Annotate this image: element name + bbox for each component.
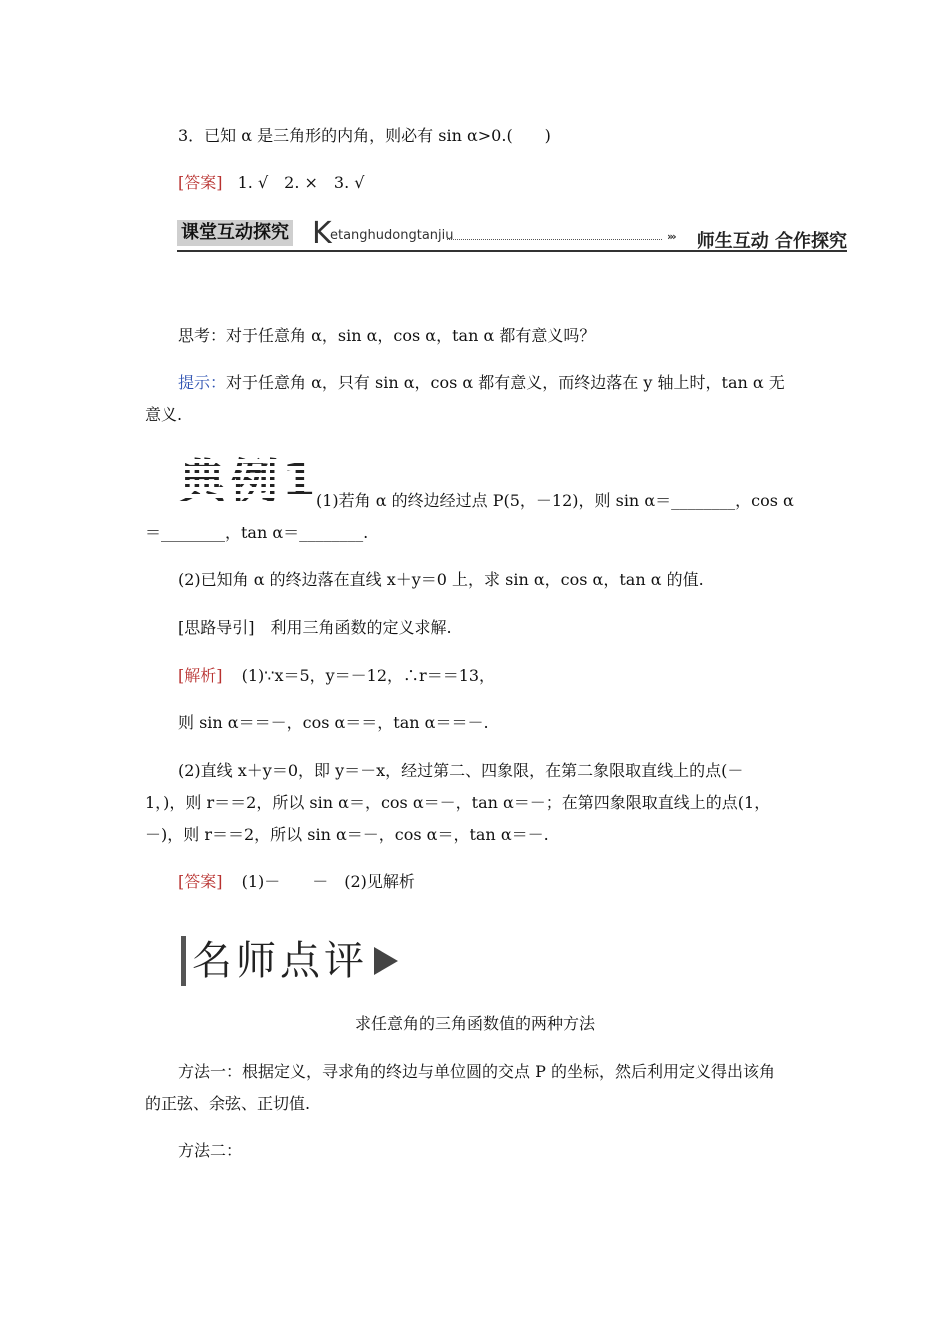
hint-label: 提示： — [178, 373, 227, 392]
banner-pinyin: etanghudongtanjiu — [330, 228, 454, 243]
analysis-line-2: 则 sin α＝＝－，cos α＝＝，tan α＝＝－. — [178, 713, 489, 732]
review-title: 名师点评 — [192, 938, 368, 984]
hint-text: 对于任意角 α，只有 sin α，cos α 都有意义，而终边落在 y 轴上时，tan α 无 — [226, 373, 785, 392]
hint-row — [178, 373, 785, 393]
method-heading: 求任意角的三角函数值的两种方法 — [354, 1014, 595, 1033]
section-banner — [177, 218, 847, 254]
analysis-line-4: 1，)，则 r＝＝2，所以 sin α＝，cos α＝－，tan α＝－；在第四象限取直线上的点(1， — [145, 793, 771, 812]
answer2-label: [答案] — [178, 872, 223, 891]
think-question: 思考：对于任意角 α，sin α，cos α，tan α 都有意义吗？ — [178, 326, 596, 345]
method2: 方法二： — [178, 1141, 243, 1160]
banner-rule — [177, 250, 847, 252]
answer-label: [答案] — [178, 173, 223, 192]
answer2-row — [178, 872, 415, 892]
method1-continued: 的正弦、余弦、正切值. — [145, 1094, 311, 1113]
answer-row — [178, 173, 364, 193]
hint-text-continued: 意义. — [145, 405, 183, 424]
example-part2: (2)已知角 α 的终边落在直线 x＋y＝0 上，求 sin α，cos α，tan α 的值. — [178, 570, 704, 589]
guide: [思路导引] 利用三角函数的定义求解. — [178, 618, 452, 637]
banner-pinyin-initial: K — [312, 216, 332, 251]
answer2-text: (1)－ － (2)见解析 — [241, 872, 415, 891]
question-3: 3．已知 α 是三角形的内角，则必有 sin α>0.( ) — [178, 126, 551, 145]
example-part1: (1)若角 α 的终边经过点 P(5，－12)，则 sin α＝________，cos α — [316, 491, 794, 510]
banner-arrows-icon: ››› — [667, 230, 675, 243]
example-title: 典例1 — [178, 454, 320, 510]
play-arrow-icon — [374, 947, 398, 975]
answer-text: 1. √ 2. × 3. √ — [237, 173, 365, 192]
analysis-line-3: (2)直线 x＋y＝0，即 y＝－x，经过第二、四象限，在第二象限取直线上的点(－ — [178, 761, 744, 780]
analysis-label: [解析] — [178, 666, 223, 685]
banner-title: 课堂互动探究 — [177, 220, 293, 246]
banner-dotted-line — [447, 239, 662, 240]
method1: 方法一：根据定义，寻求角的终边与单位圆的交点 P 的坐标，然后利用定义得出该角 — [178, 1062, 775, 1081]
analysis-text: (1)∵x＝5，y＝－12，∴r＝＝13， — [241, 666, 496, 685]
analysis-row — [178, 666, 495, 686]
example-part1-continued: ＝________，tan α＝________. — [145, 523, 369, 542]
analysis-line-5: －)，则 r＝＝2，所以 sin α＝－，cos α＝，tan α＝－. — [145, 825, 549, 844]
review-banner — [181, 936, 398, 986]
banner-subtitle: 师生互动 合作探究 — [696, 231, 847, 252]
